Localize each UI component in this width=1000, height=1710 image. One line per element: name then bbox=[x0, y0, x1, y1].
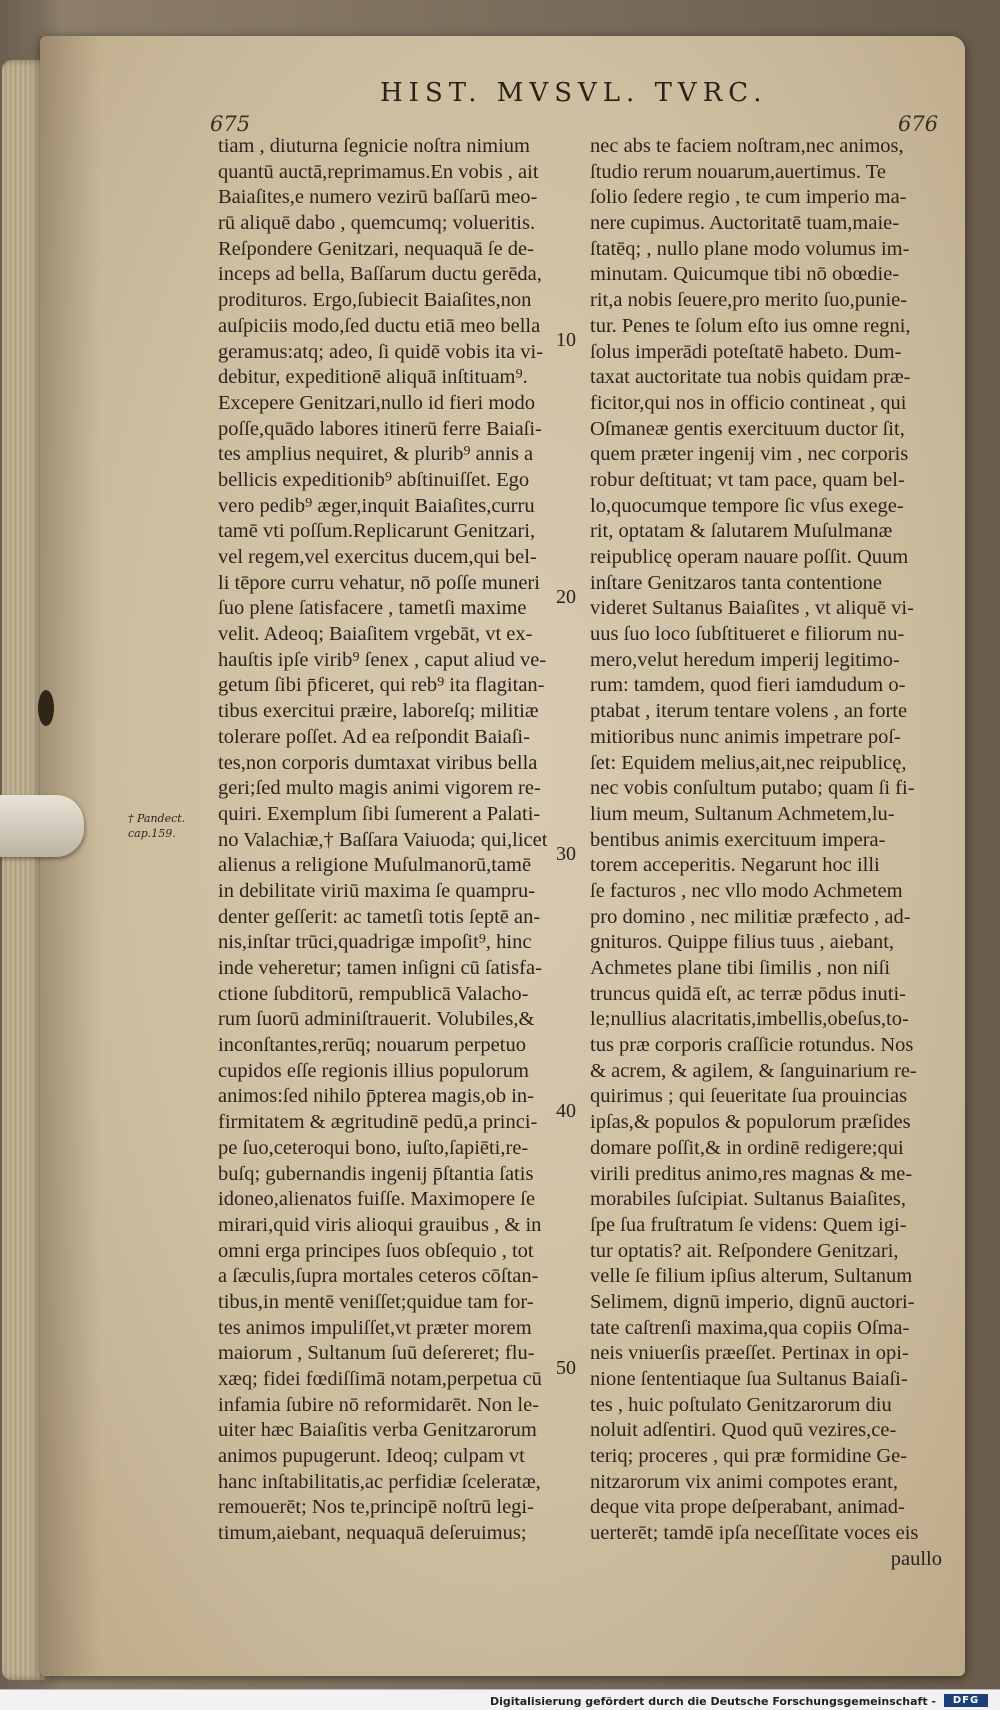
text-line: nec abs te faciem noſtram,nec animos, bbox=[590, 135, 904, 157]
text-line: hauſtis ipſe virib⁹ ſenex , caput aliud ve- bbox=[218, 648, 547, 671]
text-line: tur. Penes te ſolum eſto ius omne regni, bbox=[590, 314, 911, 337]
text-line: idoneo,alienatos fuiſſe. Maximopere ſe bbox=[218, 1188, 536, 1211]
text-line: poſſe,quādo labores itinerū ferre Baiaſi- bbox=[218, 417, 542, 440]
text-line: tus præ corporis craſſicie rotundus. Nos bbox=[590, 1034, 914, 1057]
text-line: pe ſuo,ceteroqui bono, iuſto,ſapiēti,re- bbox=[218, 1136, 529, 1159]
line-number: 30 bbox=[556, 843, 576, 865]
text-line: uiter hæc Baiaſitis verba Genitzarorum bbox=[218, 1419, 537, 1442]
text-line: quem præter ingenij vim , nec corporis bbox=[590, 443, 909, 466]
text-line: robur deſtituat; vt tam pace, quam bel- bbox=[590, 468, 905, 491]
text-line: vel regem,vel exercitus ducem,qui bel- bbox=[218, 546, 537, 568]
footer-bar bbox=[0, 1689, 1000, 1710]
text-line: hanc inſtabilitatis,ac perfidiæ ſceleratæ, bbox=[218, 1470, 541, 1493]
text-line: ſuo plene ſatisfacere , tametſi maxime bbox=[218, 597, 527, 620]
text-line: velit. Adeoq; Baiaſitem vrgebāt, vt ex- bbox=[218, 623, 533, 646]
text-line: teriq; proceres , qui præ formidine Ge- bbox=[590, 1445, 908, 1468]
text-line: rit,a nobis ſeuere,pro merito ſuo,punie- bbox=[590, 289, 908, 312]
text-line: geri;ſed multo magis animi vigorem re- bbox=[218, 777, 541, 800]
text-line: tamē vti poſſum.Replicarunt Genitzari, bbox=[218, 520, 536, 543]
text-line: debitur, expeditionē aliquā inſtituam⁹. bbox=[218, 366, 528, 389]
text-line: bellicis expeditionib⁹ abſtinuiſſet. Ego bbox=[218, 468, 530, 491]
text-line: ficitor,qui nos in officio contineat , qui bbox=[590, 391, 907, 414]
marginal-note-line: cap.159. bbox=[128, 827, 176, 840]
right-text-column bbox=[590, 134, 942, 1573]
text-line: auſpiciis modo,ſed ductu etiā meo bella bbox=[218, 314, 541, 337]
text-line: Achmetes plane tibi ſimilis , non niſi bbox=[590, 957, 891, 979]
text-line: in debilitate viriū maxima ſe quampru- bbox=[218, 879, 536, 902]
text-line: le;nullius alacritatis,imbellis,obeſus,to- bbox=[590, 1008, 909, 1031]
text-line: inde veheretur; tamen inſigni cū ſatisfa- bbox=[218, 957, 542, 979]
text-line: mero,velut heredum imperij legitimo- bbox=[590, 648, 900, 671]
text-line: omni erga principes ſuos obſequio , tot bbox=[218, 1239, 534, 1262]
text-line: ſet: Equidem melius,ait,nec reipublicę, bbox=[590, 751, 907, 774]
text-line: remouerēt; Nos te,principē noſtrū legi- bbox=[218, 1496, 534, 1519]
text-line: ſpe ſua fruſtratum ſe videns: Quem igi- bbox=[590, 1213, 907, 1236]
text-line: torem acceperitis. Negarunt hoc illi bbox=[590, 854, 880, 877]
text-line: rum: tamdem, quod fieri iamdudum o- bbox=[590, 674, 906, 697]
text-line: truncus quidā eſt, ac terræ pōdus inuti- bbox=[590, 982, 906, 1005]
text-line: deque vita prope deſperabant, animad- bbox=[590, 1496, 905, 1519]
text-line: xæq; fidei fœdiſſimā notam,perpetua cū bbox=[218, 1368, 542, 1390]
text-line: videret Sultanus Baiaſites , vt aliquē vi- bbox=[590, 597, 914, 620]
text-line: rū aliquē dabo , quemcumq; volueritis. bbox=[218, 212, 536, 235]
text-line: animos:ſed nihilo p̄pterea magis,ob in- bbox=[218, 1085, 534, 1108]
text-line: ptabat , iterum tentare volens , an forte bbox=[590, 700, 908, 723]
text-line: inconſtantes,rerūq; nouarum perpetuo bbox=[218, 1034, 526, 1057]
line-number: 20 bbox=[556, 586, 576, 608]
text-line: tes,non corporis dumtaxat viribus bella bbox=[218, 751, 538, 774]
text-line: tate caſtrenſi maxima,qua copiis Oſma- bbox=[590, 1316, 910, 1339]
text-line: ſtudio rerum nouarum,auertimus. Te bbox=[590, 160, 886, 183]
text-line: morabiles ſuſcipiat. Sultanus Baiaſites, bbox=[590, 1188, 906, 1211]
text-line: uerterēt; tamdē ipſa neceſſitate voces eis bbox=[590, 1522, 919, 1545]
text-line: nitzarorum vix animi compotes erant, bbox=[590, 1470, 898, 1493]
text-line: nione ſententiaque ſua Sultanus Baiaſi- bbox=[590, 1368, 908, 1390]
text-line: getum ſibi p̄ficeret, qui reb⁹ ita flagitan- bbox=[218, 674, 545, 697]
text-line: ſolio ſedere regio , te cum imperio ma- bbox=[590, 186, 907, 209]
text-line: Baiaſites,e numero vezirū baſſarū meo- bbox=[218, 186, 538, 209]
text-line: tibus,in mentē veniſſet;quidue tam for- bbox=[218, 1290, 534, 1313]
text-line: a ſæculis,ſupra mortales ceteros cōſtan- bbox=[218, 1265, 539, 1288]
line-number: 40 bbox=[556, 1100, 576, 1122]
text-line: li tēpore curru vehatur, nō poſſe muneri bbox=[218, 571, 540, 594]
text-line: Oſmaneæ gentis exercituum ductor ſit, bbox=[590, 417, 905, 440]
text-line: ctione ſubditorū, rempublicā Valacho- bbox=[218, 982, 529, 1005]
text-line: velle ſe filium ipſius alterum, Sultanum bbox=[590, 1265, 913, 1288]
text-line: virili preditus animo,res magnas & me- bbox=[590, 1162, 913, 1185]
text-line: cupidos eſſe regionis illius populorum bbox=[218, 1059, 529, 1082]
text-line: tes , huic poſtulato Genitzarorum diu bbox=[590, 1393, 892, 1416]
text-line: firmitatem & ægritudinē pedū,a princi- bbox=[218, 1111, 538, 1134]
text-line: denter geſſerit: ac tametſi totis ſeptē an- bbox=[218, 905, 541, 928]
text-line: Excepere Genitzari,nullo id fieri modo bbox=[218, 391, 536, 414]
text-line: geramus:atq; adeo, ſi quidē vobis ita vi- bbox=[218, 340, 544, 363]
text-line: ſtatēq; , nullo plane modo volumus im- bbox=[590, 237, 910, 260]
text-line: timum,aiebant, nequaquā deſeruimus; bbox=[218, 1522, 527, 1545]
line-number: 10 bbox=[556, 329, 576, 351]
text-line: lium meum, Sultanum Achmetem,lu- bbox=[590, 802, 895, 825]
text-line: quirimus ; qui ſeueritate ſua prouincias bbox=[590, 1085, 908, 1108]
text-line: vero pedib⁹ æger,inquit Baiaſites,curru bbox=[218, 494, 535, 517]
text-line: uus ſuo loco ſubſtitueret e filiorum nu- bbox=[590, 623, 905, 646]
text-line: rit, optatam & ſalutarem Muſulmanæ bbox=[590, 520, 893, 543]
text-line: inceps ad bella, Baſſarum ductu gerēda, bbox=[218, 263, 542, 286]
text-line: animos pupugerunt. Ideoq; culpam vt bbox=[218, 1445, 525, 1468]
running-title: HIST. MVSVL. TVRC. bbox=[380, 78, 768, 108]
folio-left: 675 bbox=[210, 112, 251, 136]
marginal-note-line: † Pandect. bbox=[128, 812, 186, 825]
text-line: paullo bbox=[890, 1547, 942, 1570]
text-line: rum ſuorū adminiſtrauerit. Volubiles,& bbox=[218, 1008, 535, 1031]
text-line: taxat auctoritate tua nobis quidam præ- bbox=[590, 366, 911, 389]
text-line: ſolus imperādi poteſtatē habeto. Dum- bbox=[590, 340, 902, 363]
text-line: quantū auctā,reprimamus.En vobis , ait bbox=[218, 160, 539, 183]
text-line: tes amplius nequiret, & plurib⁹ annis a bbox=[218, 443, 534, 466]
text-line: Reſpondere Genitzari, nequaquā ſe de- bbox=[218, 237, 534, 260]
text-line: ipſas,& populos & populorum præſides bbox=[590, 1111, 911, 1134]
text-line: ſe facturos , nec vllo modo Achmetem bbox=[590, 879, 903, 902]
text-line: nec vobis conſultum putabo; quam ſi fi- bbox=[590, 777, 915, 800]
text-line: infamia ſubire nō reformidarēt. Non le- bbox=[218, 1393, 540, 1416]
text-line: prodituros. Ergo,ſubiecit Baiaſites,non bbox=[218, 289, 532, 312]
text-line: quiri. Exemplum ſibi ſumerent a Palati- bbox=[218, 802, 541, 825]
left-text-column bbox=[218, 134, 556, 1547]
text-line: tolerare poſſet. Ad ea reſpondit Baiaſi- bbox=[218, 725, 530, 748]
folio-right: 676 bbox=[898, 112, 939, 136]
text-line: buſq; gubernandis ingenij p̄ſtantia ſatis bbox=[218, 1162, 534, 1185]
ink-stain bbox=[38, 690, 54, 726]
text-line: bentibus animis exercituum impera- bbox=[590, 828, 886, 851]
text-line: tiam , diuturna ſegnicie noſtra nimium bbox=[218, 135, 530, 157]
dfg-logo: DFG bbox=[944, 1694, 988, 1707]
text-line: no Valachiæ,† Baſſara Vaiuoda; qui,licet bbox=[218, 828, 548, 851]
text-line: nis,inſtar trūci,quadrigæ impoſit⁹, hinc bbox=[218, 931, 532, 954]
text-line: neis vniuerſis præeſſet. Pertinax in opi- bbox=[590, 1342, 909, 1365]
text-line: noluit adſentiri. Quod quū vezires,ce- bbox=[590, 1419, 897, 1442]
text-line: inſtare Genitzaros tanta contentione bbox=[590, 571, 883, 594]
text-line: Selimem, dignū imperio, dignū auctori- bbox=[590, 1290, 915, 1313]
text-line: tibus exercitui præire, laboreſq; militiæ bbox=[218, 700, 539, 723]
text-line: & acrem, & agilem, & ſanguinarium re- bbox=[590, 1059, 917, 1082]
text-line: nere cupimus. Auctoritatē tuam,maie- bbox=[590, 212, 900, 235]
text-line: lo,quocumque tempore ſic vſus exege- bbox=[590, 494, 904, 517]
text-line: reipublicę operam nauare poſſit. Quum bbox=[590, 546, 909, 568]
text-line: alienus a religione Muſulmanorū,tamē bbox=[218, 854, 532, 877]
text-line: mitioribus nunc animis impetrare poſ- bbox=[590, 725, 901, 748]
text-line: maiorum , Sultanum ſuū deſereret; flu- bbox=[218, 1342, 535, 1365]
page-tab bbox=[0, 795, 84, 857]
line-number: 50 bbox=[556, 1357, 576, 1379]
footer-credit: Digitalisierung gefördert durch die Deutsche Forschungsgemeinschaft - bbox=[489, 1695, 936, 1708]
text-line: gnituros. Quippe filius tuus , aiebant, bbox=[590, 931, 895, 954]
text-line: domare poſſit,& in ordinē redigere;qui bbox=[590, 1136, 904, 1159]
text-line: minutam. Quicumque tibi nō obœdie- bbox=[590, 263, 900, 286]
marginal-note bbox=[128, 811, 185, 841]
text-line: tur optatis? ait. Reſpondere Genitzari, bbox=[590, 1239, 899, 1262]
text-line: pro domino , nec militiæ præfecto , ad- bbox=[590, 905, 911, 928]
text-line: mirari,quid viris alioqui grauibus , & in bbox=[218, 1213, 542, 1236]
text-line: tes animos impuliſſet,vt præter morem bbox=[218, 1316, 532, 1339]
